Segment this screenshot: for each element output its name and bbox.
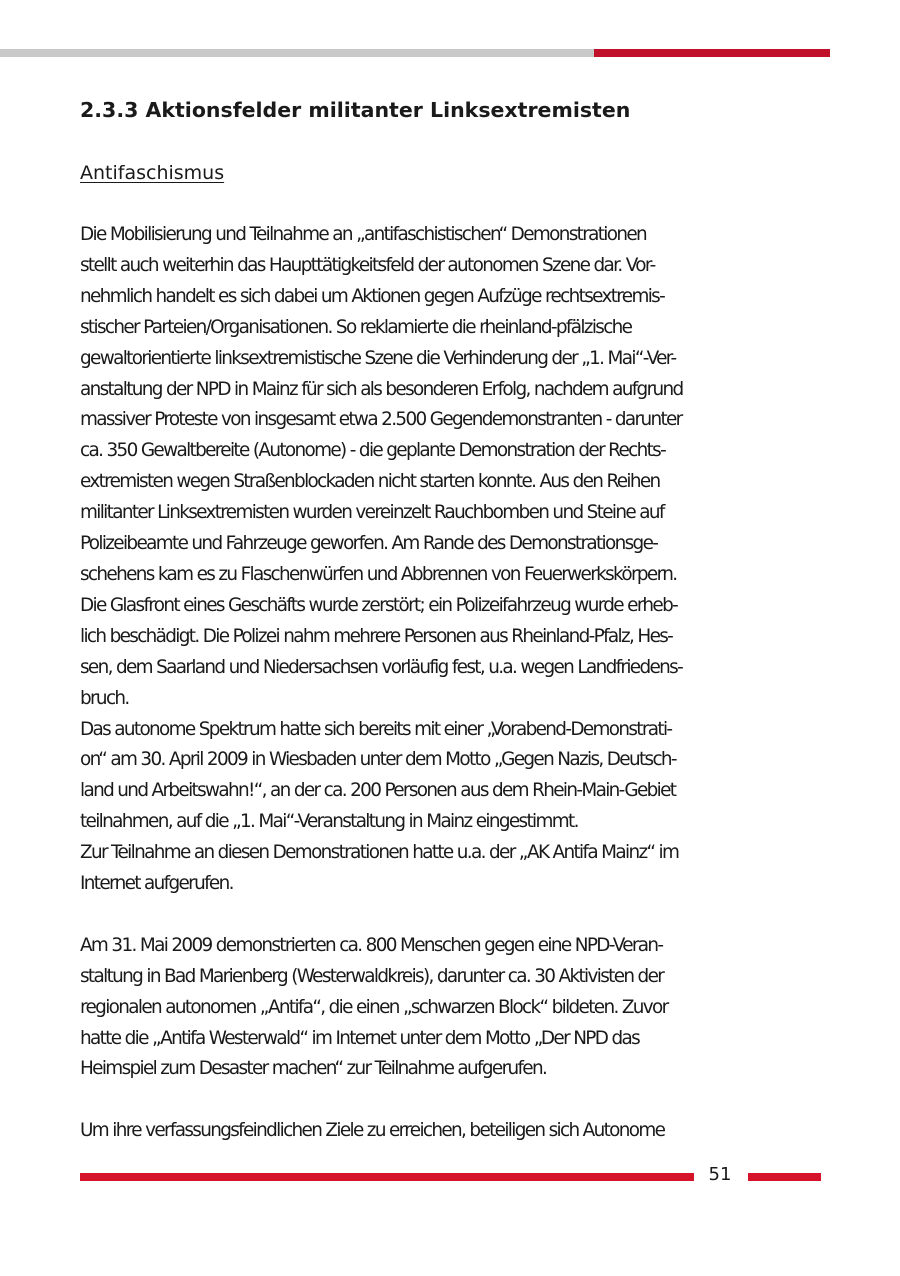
page-content [80,94,830,1147]
text-line: teilnahmen, auf die „1. Mai“-Veranstaltung in Mainz eingestimmt. [80,811,578,833]
text-line: ca. 350 Gewaltbereite (Autonome) - die geplante Demonstration der Rechts- [80,440,666,462]
header-rule-red [594,49,830,57]
subsection-heading: Antifaschismus [80,162,225,184]
paragraph-1 [80,220,830,900]
text-line: stellt auch weiterhin das Haupttätigkeitsfeld der autonomen Szene dar. Vor- [80,254,655,276]
text-line: staltung in Bad Marienberg (Westerwaldkreis), darunter ca. 30 Aktivisten der [80,965,664,987]
text-line: sen, dem Saarland und Niedersachsen vorläufig fest, u.a. wegen Landfriedens- [80,656,683,678]
text-line: Am 31. Mai 2009 demonstrierten ca. 800 Menschen gegen eine NPD-Veran- [80,934,663,956]
section-heading: 2.3.3 Aktionsfelder militanter Linksextremisten [80,98,631,122]
text-line: regionalen autonomen „Antifa“, die einen „schwarzen Block“ bildeten. Zuvor [80,996,668,1018]
paragraph-3 [80,1116,830,1147]
text-line: schehens kam es zu Flaschenwürfen und Abbrennen von Feuerwerkskörpern. [80,563,677,585]
text-line: bruch. [80,687,129,709]
text-line: Heimspiel zum Desaster machen“ zur Teilnahme aufgerufen. [80,1058,547,1080]
footer-rule-right [748,1173,821,1181]
text-line: on“ am 30. April 2009 in Wiesbaden unter dem Motto „Gegen Nazis, Deutsch- [80,749,676,771]
body-text [80,220,830,1147]
text-line: nehmlich handelt es sich dabei um Aktionen gegen Aufzüge rechtsextremis- [80,285,665,307]
paragraph-2 [80,931,830,1086]
footer-rule-left [80,1173,694,1181]
text-line: Um ihre verfassungsfeindlichen Ziele zu erreichen, beteiligen sich Autonome [80,1120,665,1142]
text-line: Die Mobilisierung und Teilnahme an „antifaschistischen“ Demonstrationen [80,224,647,245]
text-line: massiver Proteste von insgesamt etwa 2.500 Gegendemonstranten - darunter [80,409,682,431]
header-rule-grey [0,49,594,57]
text-line: Zur Teilnahme an diesen Demonstrationen hatte u.a. der „AK Antifa Mainz“ im [80,842,679,864]
text-line: lich beschädigt. Die Polizei nahm mehrere Personen aus Rheinland-Pfalz, Hes- [80,625,673,647]
text-line: gewaltorientierte linksextremistische Szene die Verhinderung der „1. Mai“-Ver- [80,347,676,369]
paragraph-spacer [80,1085,830,1116]
text-line: Das autonome Spektrum hatte sich bereits mit einer „Vorabend-Demonstrati- [80,718,672,740]
text-line: Internet aufgerufen. [80,873,233,895]
text-line: extremisten wegen Straßenblockaden nicht starten konnte. Aus den Reihen [80,471,660,493]
text-line: stischer Parteien/Organisationen. So reklamierte die rheinland-pfälzische [80,316,632,338]
text-line: Die Glasfront eines Geschäfts wurde zerstört; ein Polizeifahrzeug wurde erheb- [80,594,678,616]
text-line: Polizeibeamte und Fahrzeuge geworfen. Am Rande des Demonstrationsge- [80,533,658,555]
text-line: land und Arbeitswahn!“, an der ca. 200 Personen aus dem Rhein-Main-Gebiet [80,780,676,802]
text-line: militanter Linksextremisten wurden vereinzelt Rauchbomben und Steine auf [80,502,664,524]
text-line: hatte die „Antifa Westerwald“ im Internet unter dem Motto „Der NPD das [80,1027,640,1049]
text-line: anstaltung der NPD in Mainz für sich als besonderen Erfolg, nachdem aufgrund [80,378,683,400]
paragraph-spacer [80,900,830,931]
page-number: 51 [708,1164,732,1185]
